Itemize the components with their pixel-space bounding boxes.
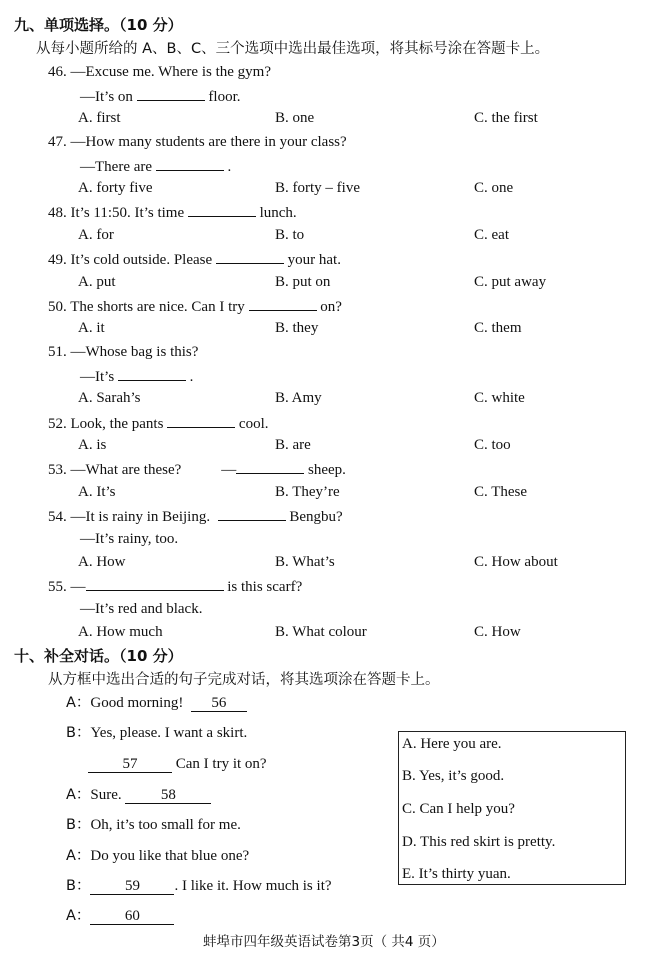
q46-line1: 46. —Excuse me. Where is the gym? [48, 64, 271, 80]
q50-blank [249, 296, 317, 311]
option-e: E. It’s thirty yuan. [402, 866, 511, 882]
q51-line1: 51. —Whose bag is this? [48, 344, 199, 360]
q55-line1: 55. — is this scarf? [48, 576, 302, 596]
q52-option-c: C. too [474, 437, 511, 453]
dialog-line-59: B： 59 . I like it. How much is it? [66, 878, 332, 894]
q52-option-b: B. are [275, 437, 311, 453]
q47-option-c: C. one [474, 180, 514, 196]
q51-option-a: A. Sarah’s [78, 390, 141, 406]
q46-blank [137, 86, 205, 101]
q55-line2: —It’s red and black. [80, 601, 203, 617]
page-footer: 蚌埠市四年级英语试卷第3页（ 共4 页） [203, 934, 445, 950]
q46-option-a: A. first [78, 110, 121, 126]
q50-line1: 50. The shorts are nice. Can I try on? [48, 296, 342, 316]
q52-line1: 52. Look, the pants cool. [48, 413, 268, 433]
dialog-line-b1: B：Yes, please. I want a skirt. [66, 725, 248, 741]
q51-blank [118, 366, 186, 381]
section-9-title: 九、单项选择。（10 分） [14, 16, 183, 34]
q53-option-b: B. They’re [275, 484, 340, 500]
dialog-line-a3: A：Do you like that blue one? [66, 848, 250, 864]
q53-option-a: A. It’s [78, 484, 116, 500]
q54-option-c: C. How about [474, 554, 558, 570]
q48-blank [188, 202, 256, 217]
dialog-line-56: A：Good morning! 56 [66, 694, 247, 712]
q49-option-c: C. put away [474, 274, 547, 290]
q47-line2: —There are . [80, 156, 231, 176]
blank-58: 58 [125, 787, 211, 804]
option-a: A. Here you are. [402, 736, 502, 752]
dialog-line-58: A：Sure. 58 [66, 786, 211, 804]
q51-option-c: C. white [474, 390, 525, 406]
q48-option-a: A. for [78, 227, 114, 243]
q50-option-a: A. it [78, 320, 105, 336]
q55-option-c: C. How [474, 624, 521, 640]
q54-option-a: A. How [78, 554, 126, 570]
q51-line2: —It’s . [80, 366, 193, 386]
q47-option-a: A. forty five [78, 180, 153, 196]
dialog-line-b2: B：Oh, it’s too small for me. [66, 817, 241, 833]
q46-option-c: C. the first [474, 110, 538, 126]
q54-line2: —It’s rainy, too. [80, 531, 179, 547]
q55-option-b: B. What colour [275, 624, 367, 640]
q47-blank [156, 156, 224, 171]
q46-line2: —It’s on floor. [80, 86, 241, 106]
section-10-title: 十、补全对话。（10 分） [14, 647, 183, 665]
q54-blank [218, 506, 286, 521]
option-d: D. This red skirt is pretty. [402, 834, 556, 850]
q50-option-b: B. they [275, 320, 319, 336]
q46-option-b: B. one [275, 110, 315, 126]
blank-56: 56 [191, 695, 247, 712]
q47-option-b: B. forty – five [275, 180, 360, 196]
q48-option-b: B. to [275, 227, 305, 243]
section-9-instruction: 从每小题所给的 A、B、C、三个选项中选出最佳选项，将其标号涂在答题卡上。 [36, 41, 550, 57]
q50-option-c: C. them [474, 320, 522, 336]
q53-blank [236, 459, 304, 474]
q53-line1: 53. —What are these? — sheep. [48, 459, 346, 479]
section-10-instruction: 从方框中选出合适的句子完成对话，将其选项涂在答题卡上。 [48, 672, 440, 688]
blank-59: 59 [90, 878, 174, 895]
blank-60: 60 [90, 908, 174, 925]
blank-57: 57 [88, 756, 172, 773]
q49-blank [216, 249, 284, 264]
q49-line1: 49. It’s cold outside. Please your hat. [48, 249, 341, 269]
q55-blank [86, 576, 224, 591]
q54-option-b: B. What’s [275, 554, 335, 570]
q53-option-c: C. These [474, 484, 528, 500]
option-b: B. Yes, it’s good. [402, 768, 505, 784]
dialog-line-60: A： 60 [66, 907, 174, 925]
q51-option-b: B. Amy [275, 390, 322, 406]
q54-line1: 54. —It is rainy in Beijing. Bengbu? [48, 506, 343, 526]
q55-option-a: A. How much [78, 624, 163, 640]
q49-option-b: B. put on [275, 274, 331, 290]
q52-option-a: A. is [78, 437, 107, 453]
q48-line1: 48. It’s 11:50. It’s time lunch. [48, 202, 297, 222]
dialog-line-57: 57 Can I try it on? [88, 755, 267, 773]
q49-option-a: A. put [78, 274, 116, 290]
q48-option-c: C. eat [474, 227, 509, 243]
option-c: C. Can I help you? [402, 801, 515, 817]
q52-blank [167, 413, 235, 428]
q47-line1: 47. —How many students are there in your class? [48, 134, 347, 150]
